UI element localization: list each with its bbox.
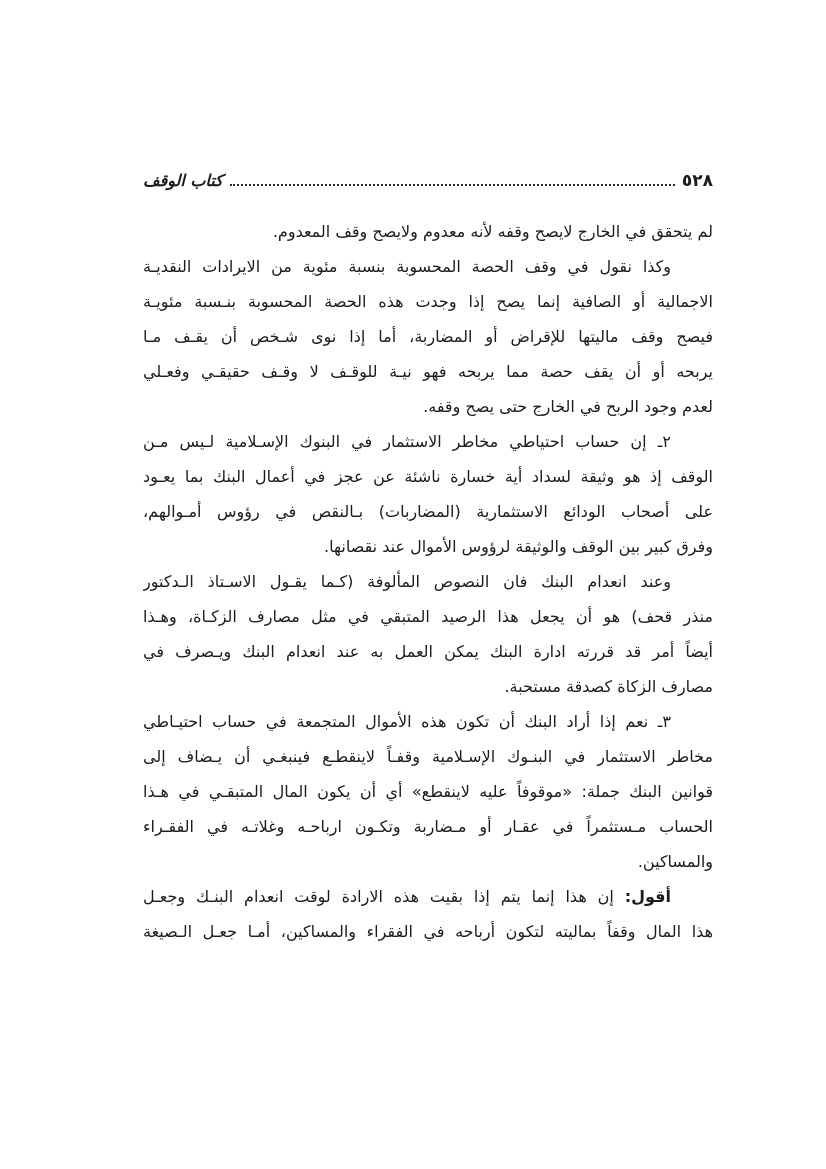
- paragraph-bank-dissolution: [143, 564, 713, 704]
- paragraph-author-comment: [143, 879, 713, 949]
- body-line: مصارف الزكاة كصدقة مستحبة.: [504, 677, 713, 696]
- chapter-title: كتاب الوقف: [143, 171, 223, 190]
- body-line: أيضاً أمر قد قررته ادارة البنك يمكن العمل به عند انعدام البنك ويـصرف في: [143, 642, 713, 661]
- paragraph-percentage-share: [143, 249, 713, 424]
- body-line: الحساب مـستثمراً في عقـار أو مـضاربة وتكـون ارباحـه وغلاتـه في الفقـراء: [143, 817, 713, 836]
- body-line: الاجمالية أو الصافية إنما يصح إذا وجدت هذه الحصة المحسوبة بنـسبة مئويـة: [143, 292, 713, 311]
- body-line: ٣ـ نعم إذا أراد البنك أن تكون هذه الأموال المتجمعة في حساب احتيـاطي: [143, 712, 671, 731]
- body-line: مخاطر الاستثمار في البنـوك الإسـلامية وقفـاً لاينقطـع فينبغـي أن يـضاف إلى: [143, 747, 713, 766]
- body-line: منذر قحف) هو أن يجعل هذا الرصيد المتبقي في مثل مصارف الزكـاة، وهـذا: [143, 607, 713, 626]
- body-line: يربحه أو أن يقف حصة مما يربحه فهو نيـة للوقـف لا وقـف حقيقـي وفعـلي: [143, 362, 713, 381]
- paragraph-continuation: [143, 214, 713, 249]
- body-line: والمساكين.: [637, 852, 713, 871]
- body-line: على أصحاب الودائع الاستثمارية (المضاربات) بـالنقص في رؤوس أمـوالهم،: [143, 502, 713, 521]
- body-line: وعند انعدام البنك فان النصوص المألوفة (كـما يقـول الاسـتاذ الـدكتور: [143, 572, 671, 591]
- body-line: [143, 879, 713, 914]
- body-line: ٢ـ إن حساب احتياطي مخاطر الاستثمار في البنوك الإسـلامية لـيس مـن: [143, 432, 671, 451]
- body-line: وفرق كبير بين الوقف والوثيقة لرؤوس الأموال عند نقصانها.: [324, 537, 713, 556]
- dotted-leader: [230, 184, 675, 186]
- body-line-rest: إن هذا إنما يتم إذا بقيت هذه الارادة لوقت انعدام البنـك وجعـل: [143, 887, 614, 906]
- body-line: قوانين البنك جملة: «موقوفاً عليه لاينقطع» أي أن يكون المال المتبقـي في هـذا: [143, 782, 713, 801]
- body-line: وكذا نقول في وقف الحصة المحسوبة بنسبة مئوية من الايرادات النقديـة: [143, 257, 671, 276]
- body-line: فيصح وقف ماليتها للإقراض أو المضاربة، أما إذا نوى شـخص أن يقـف مـا: [143, 327, 713, 346]
- paragraph-point-2: [143, 424, 713, 564]
- body-line: لعدم وجود الربح في الخارج حتى يصح وقفه.: [423, 397, 713, 416]
- page-body: [143, 214, 713, 949]
- body-line: لم يتحقق في الخارج لايصح وقفه لأنه معدوم ولايصح وقف المعدوم.: [272, 222, 713, 241]
- page-number: ٥٢٨: [681, 171, 713, 191]
- lead-word-aqul: أقول:: [624, 887, 671, 906]
- body-line: الوقف إذ هو وثيقة لسداد أية خسارة ناشئة عن عجز في أعمال البنك بما يعـود: [143, 467, 713, 486]
- page-header: [143, 162, 713, 192]
- body-line: هذا المال وقفاً بماليته لتكون أرباحه في الفقراء والمساكين، أمـا جعـل الـصيغة: [143, 922, 713, 941]
- paragraph-point-3: [143, 704, 713, 879]
